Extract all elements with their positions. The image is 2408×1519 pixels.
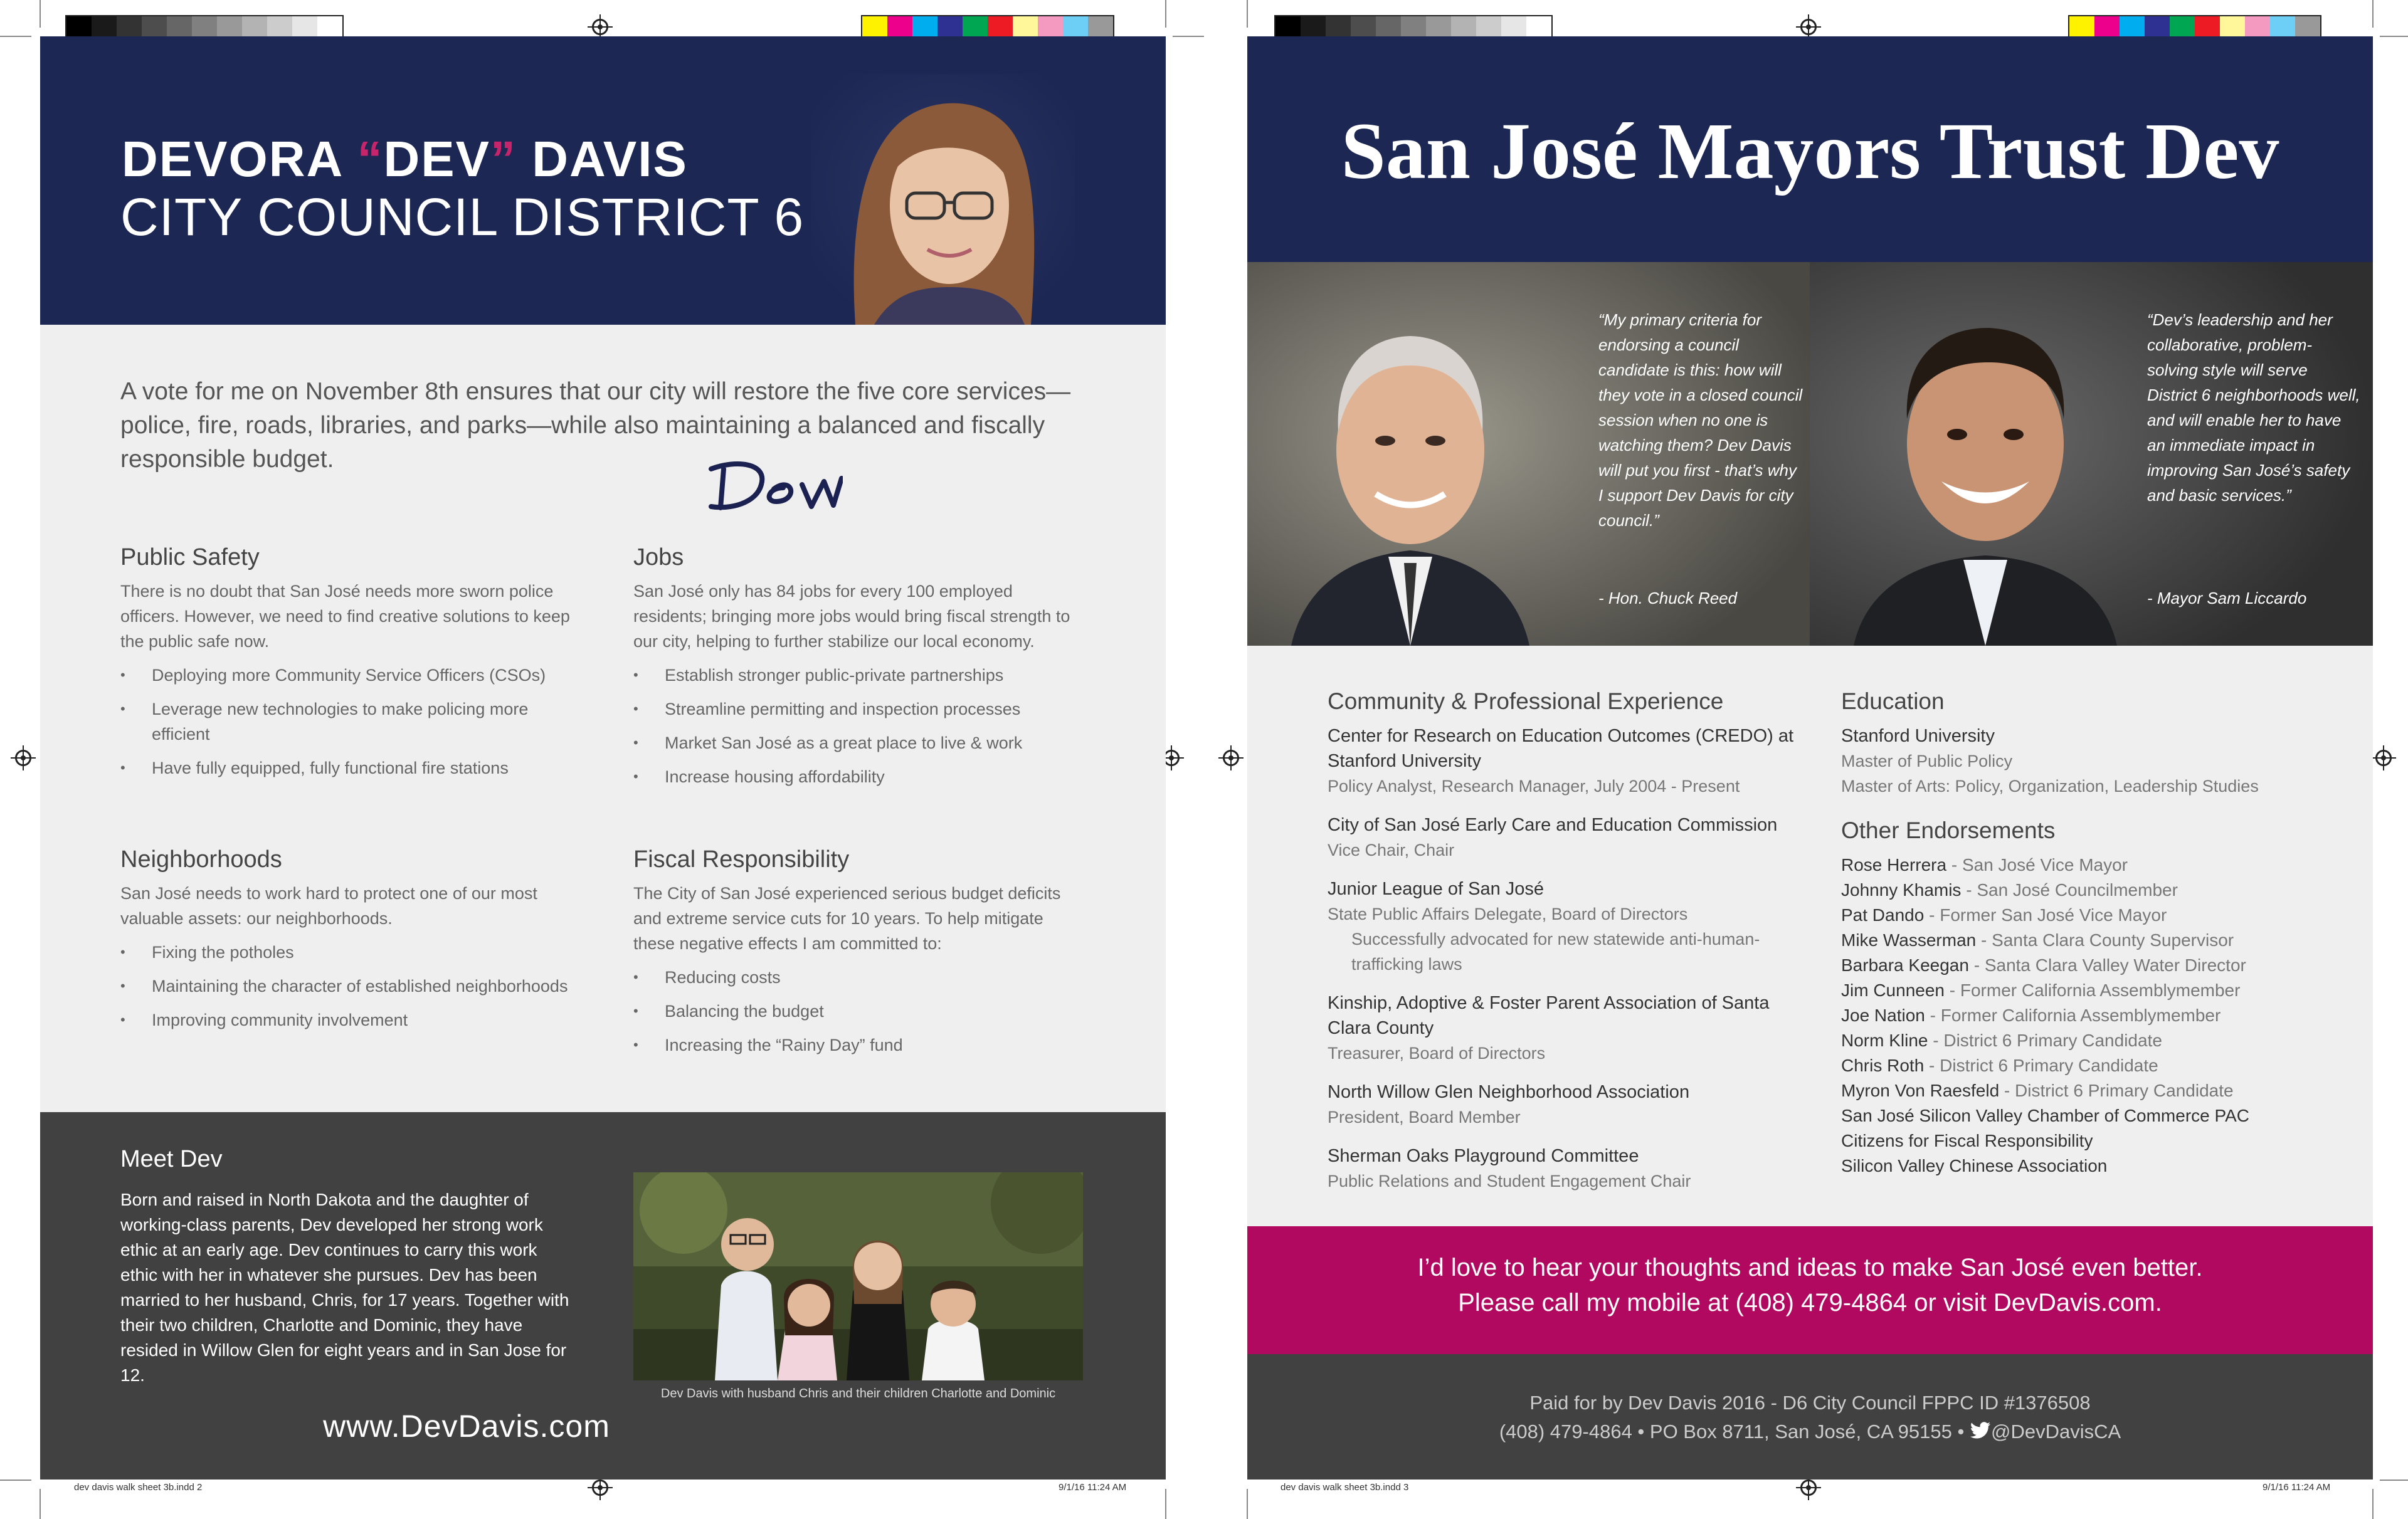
- list-item: • Improving community involvement: [120, 1007, 572, 1033]
- twitter-bird-icon: [1970, 1422, 1991, 1444]
- name-first: DEVORA: [122, 131, 357, 187]
- registration-mark: [2375, 750, 2392, 766]
- organization: North Willow Glen Neighborhood Association: [1328, 1082, 1690, 1102]
- cta-line-1: I’d love to hear your thoughts and ideas to make San José even better.: [1417, 1254, 2203, 1281]
- crop-mark: [40, 0, 41, 28]
- sam-liccardo-quote: “Dev’s leadership and her collaborative, problem-solving style will serve District 6 neighborhoods well, and will enable her to have an immediate impact in improving San José’s safety and basic services.”: [2147, 310, 2360, 505]
- endorsement-item: [1841, 1128, 2355, 1154]
- endorser-name: Citizens for Fiscal Responsibility: [1841, 1131, 2093, 1150]
- intro-statement: A vote for me on November 8th ensures that our city will restore the five core services—police, fire, roads, libraries, and parks—while also maintaining a balanced and fiscally responsible budget.: [120, 378, 1071, 473]
- contact-info: (408) 479-4864 • PO Box 8711, San José, CA 95155 •: [1499, 1421, 1965, 1443]
- experience-entry: [1328, 1143, 1804, 1194]
- endorser-name: Jim Cunneen: [1841, 980, 1945, 1000]
- role: Public Relations and Student Engagement Chair: [1328, 1172, 1691, 1190]
- endorser-name: Chris Roth: [1841, 1056, 1925, 1075]
- endorsements-heading: Other Endorsements: [1841, 817, 2056, 843]
- mayors-header: [1247, 36, 2373, 262]
- organization: Junior League of San José: [1328, 879, 1545, 899]
- endorser-name: Joe Nation: [1841, 1006, 1925, 1025]
- endorsement-item: [1841, 903, 2355, 928]
- endorser-name: Johnny Khamis: [1841, 880, 1962, 900]
- crop-mark: [1165, 0, 1166, 28]
- registration-mark: [1800, 1480, 1817, 1496]
- name-last: DAVIS: [517, 131, 688, 187]
- right-page: [1247, 36, 2373, 1480]
- list-item: • Market San José as a great place to live & work: [633, 730, 1085, 755]
- crop-mark: [2380, 1480, 2408, 1481]
- list-item: • Have fully equipped, fully functional fire stations: [120, 755, 572, 781]
- role: Vice Chair, Chair: [1328, 841, 1455, 859]
- section-title: Jobs: [633, 544, 684, 570]
- section-title: Fiscal Responsibility: [633, 846, 850, 873]
- endorsement-item: [1841, 1078, 2355, 1103]
- endorsement-item: [1841, 1028, 2355, 1053]
- registration-mark: [15, 750, 31, 766]
- endorser-name: Norm Kline: [1841, 1031, 1928, 1050]
- crop-mark: [1247, 1489, 1248, 1519]
- education-heading: Education: [1841, 688, 1945, 714]
- sam-liccardo-attribution: - Mayor Sam Liccardo: [2147, 589, 2307, 607]
- section-text: There is no doubt that San José needs more sworn police officers. However, we need to find creative solutions to keep the public safe now.: [120, 582, 570, 651]
- endorser-title: - District 6 Primary Candidate: [1928, 1031, 2162, 1050]
- neighborhoods-section: [120, 846, 572, 1041]
- section-title: Public Safety: [120, 544, 260, 570]
- registration-mark: [1800, 19, 1817, 35]
- endorser-name: Silicon Valley Chinese Association: [1841, 1156, 2108, 1175]
- crop-mark: [40, 1489, 41, 1519]
- name-close-quote: ”: [490, 131, 517, 187]
- bullet-list: [120, 940, 572, 1033]
- list-item: • Balancing the budget: [633, 999, 1085, 1024]
- endorser-title: - Santa Clara County Supervisor: [1976, 930, 2234, 950]
- experience-heading: Community & Professional Experience: [1328, 688, 1724, 714]
- candidate-name: [122, 130, 688, 188]
- endorser-title: - San José Councilmember: [1961, 880, 2178, 900]
- endorser-title: - Santa Clara Valley Water Director: [1968, 955, 2246, 975]
- degree: Master of Public Policy: [1841, 752, 2013, 770]
- organization: Sherman Oaks Playground Committee: [1328, 1146, 1639, 1166]
- gray-color-bar-left: [65, 15, 344, 38]
- meet-dev-section: [40, 1112, 1166, 1480]
- candidate-portrait: [811, 74, 1075, 325]
- website-link[interactable]: www.DevDavis.com: [323, 1409, 610, 1444]
- meet-text: Born and raised in North Dakota and the daughter of working-class parents, Dev developed her strong work ethic at an early age. Dev continues to carry this work ethic with her in whatever she pursues. Dev has been married to her husband, Chris, for 17 years. Together with their two children, Charlotte and Dominic, they have resided in Willow Glen for eight years and in San Jose for 12.: [120, 1190, 569, 1385]
- endorser-name: Mike Wasserman: [1841, 930, 1977, 950]
- crop-mark: [2372, 1489, 2374, 1519]
- endorsement-item: [1841, 853, 2355, 878]
- section-text: The City of San José experienced serious budget deficits and extreme service cuts for 10 years. To help mitigate these negative effects I am committed to:: [633, 884, 1061, 953]
- endorser-title: - Former California Assemblymember: [1944, 980, 2241, 1000]
- endorsement-item: [1841, 928, 2355, 953]
- family-photo: [633, 1172, 1083, 1380]
- endorsement-item: [1841, 978, 2355, 1003]
- cmyk-color-bar-right: [2068, 15, 2321, 38]
- list-item: • Increasing the “Rainy Day” fund: [633, 1033, 1085, 1058]
- registration-mark: [592, 1480, 608, 1496]
- endorser-name: Barbara Keegan: [1841, 955, 1969, 975]
- experience-entry: [1328, 723, 1804, 799]
- endorsement-item: [1841, 1053, 2355, 1078]
- organization: City of San José Early Care and Education Commission: [1328, 815, 1778, 835]
- endorser-name: Rose Herrera: [1841, 855, 1947, 875]
- crop-mark: [1165, 1489, 1166, 1519]
- left-page: [40, 36, 1166, 1480]
- role: President, Board Member: [1328, 1108, 1521, 1127]
- degree: Master of Arts: Policy, Organization, Leadership Studies: [1841, 777, 2259, 796]
- endorsement-item: [1841, 1103, 2355, 1128]
- education-column: [1841, 688, 2355, 1179]
- list-item: • Increase housing affordability: [633, 764, 1085, 789]
- endorser-title: - District 6 Primary Candidate: [1924, 1056, 2158, 1075]
- photo-caption: Dev Davis with husband Chris and their children Charlotte and Dominic: [660, 1387, 1056, 1401]
- crop-mark: [2380, 36, 2408, 37]
- crop-mark: [0, 36, 31, 37]
- achievement-note: Successfully advocated for new statewide anti-human-trafficking laws: [1351, 930, 1760, 974]
- organization: Center for Research on Education Outcomes (CREDO) at Stanford University: [1328, 726, 1794, 771]
- bullet-list: [633, 663, 1085, 789]
- section-title: Neighborhoods: [120, 846, 282, 873]
- section-text: San José needs to work hard to protect one of our most valuable assets: our neighborhoods.: [120, 884, 537, 928]
- list-item: • Reducing costs: [633, 965, 1085, 990]
- school: Stanford University: [1841, 726, 1995, 746]
- public-safety-section: [120, 544, 572, 789]
- candidate-header: [40, 36, 1166, 325]
- endorsement-item: [1841, 1154, 2355, 1179]
- list-item: • Fixing the potholes: [120, 940, 572, 965]
- gray-color-bar-right: [1274, 15, 1553, 38]
- endorser-name: San José Silicon Valley Chamber of Commerce PAC: [1841, 1106, 2249, 1125]
- crop-mark: [0, 1480, 31, 1481]
- paid-for-disclaimer: Paid for by Dev Davis 2016 - D6 City Council FPPC ID #1376508: [1529, 1392, 2091, 1414]
- endorser-title: - Former California Assemblymember: [1925, 1006, 2221, 1025]
- district-title: CITY COUNCIL DISTRICT 6: [120, 187, 805, 246]
- slug-date-left: 9/1/16 11:24 AM: [1059, 1482, 1127, 1493]
- slug-date-right: 9/1/16 11:24 AM: [2263, 1482, 2331, 1493]
- jobs-section: [633, 544, 1085, 798]
- signature: [699, 450, 843, 522]
- organization: Kinship, Adoptive & Foster Parent Association of Santa Clara County: [1328, 993, 1770, 1038]
- section-text: San José only has 84 jobs for every 100 employed residents; bringing more jobs would bring fiscal strength to our city, helping to further stabilize our local economy.: [633, 582, 1070, 651]
- crop-mark: [1173, 36, 1204, 37]
- chuck-reed-quote: “My primary criteria for endorsing a council candidate is this: how will they vote in a closed council session when no one is watching them? Dev Davis will put you first - that’s why I support Dev Davis for city council.”: [1598, 310, 1803, 530]
- call-to-action-banner: [1247, 1226, 2373, 1354]
- registration-mark: [592, 19, 608, 35]
- meet-title: Meet Dev: [120, 1146, 223, 1172]
- cmyk-color-bar-left: [861, 15, 1114, 38]
- experience-entry: [1328, 812, 1804, 863]
- endorser-name: Myron Von Raesfeld: [1841, 1081, 2000, 1100]
- bullet-list: [120, 663, 572, 781]
- disclaimer-footer: [1247, 1354, 2373, 1480]
- page-title: San José Mayors Trust Dev: [1341, 107, 2279, 196]
- list-item: • Leverage new technologies to make policing more efficient: [120, 696, 572, 747]
- endorser-title: - Former San José Vice Mayor: [1924, 905, 2167, 925]
- role: Policy Analyst, Research Manager, July 2004 - Present: [1328, 777, 1740, 796]
- list-item: • Streamline permitting and inspection processes: [633, 696, 1085, 722]
- crop-mark: [1247, 0, 1248, 28]
- slug-file-left: dev davis walk sheet 3b.indd 2: [74, 1482, 203, 1493]
- endorsement-item: [1841, 953, 2355, 978]
- experience-entry: [1328, 1080, 1804, 1130]
- experience-entry: [1328, 991, 1804, 1066]
- endorser-title: - San José Vice Mayor: [1946, 855, 2128, 875]
- experience-entry: [1328, 876, 1804, 977]
- cta-line-2: Please call my mobile at (408) 479-4864 or visit DevDavis.com.: [1458, 1289, 2162, 1317]
- twitter-handle[interactable]: @DevDavisCA: [1990, 1421, 2121, 1443]
- role: State Public Affairs Delegate, Board of Directors: [1328, 905, 1688, 923]
- bullet-list: [633, 965, 1085, 1058]
- list-item: • Deploying more Community Service Officers (CSOs): [120, 663, 572, 688]
- registration-mark: [1223, 750, 1239, 766]
- fiscal-responsibility-section: [633, 846, 1085, 1066]
- endorsement-item: [1841, 878, 2355, 903]
- experience-column: [1328, 688, 1804, 1207]
- endorsement-item: [1841, 1003, 2355, 1028]
- chuck-reed-attribution: - Hon. Chuck Reed: [1598, 589, 1738, 607]
- name-open-quote: “: [357, 131, 384, 187]
- endorser-title: - District 6 Primary Candidate: [1999, 1081, 2234, 1100]
- list-item: • Establish stronger public-private partnerships: [633, 663, 1085, 688]
- name-nickname: DEV: [383, 131, 491, 187]
- list-item: • Maintaining the character of established neighborhoods: [120, 974, 572, 999]
- crop-mark: [2372, 0, 2374, 28]
- endorser-name: Pat Dando: [1841, 905, 1925, 925]
- role: Treasurer, Board of Directors: [1328, 1044, 1546, 1063]
- contact-line: [1247, 1421, 2373, 1444]
- slug-file-right: dev davis walk sheet 3b.indd 3: [1281, 1482, 1409, 1493]
